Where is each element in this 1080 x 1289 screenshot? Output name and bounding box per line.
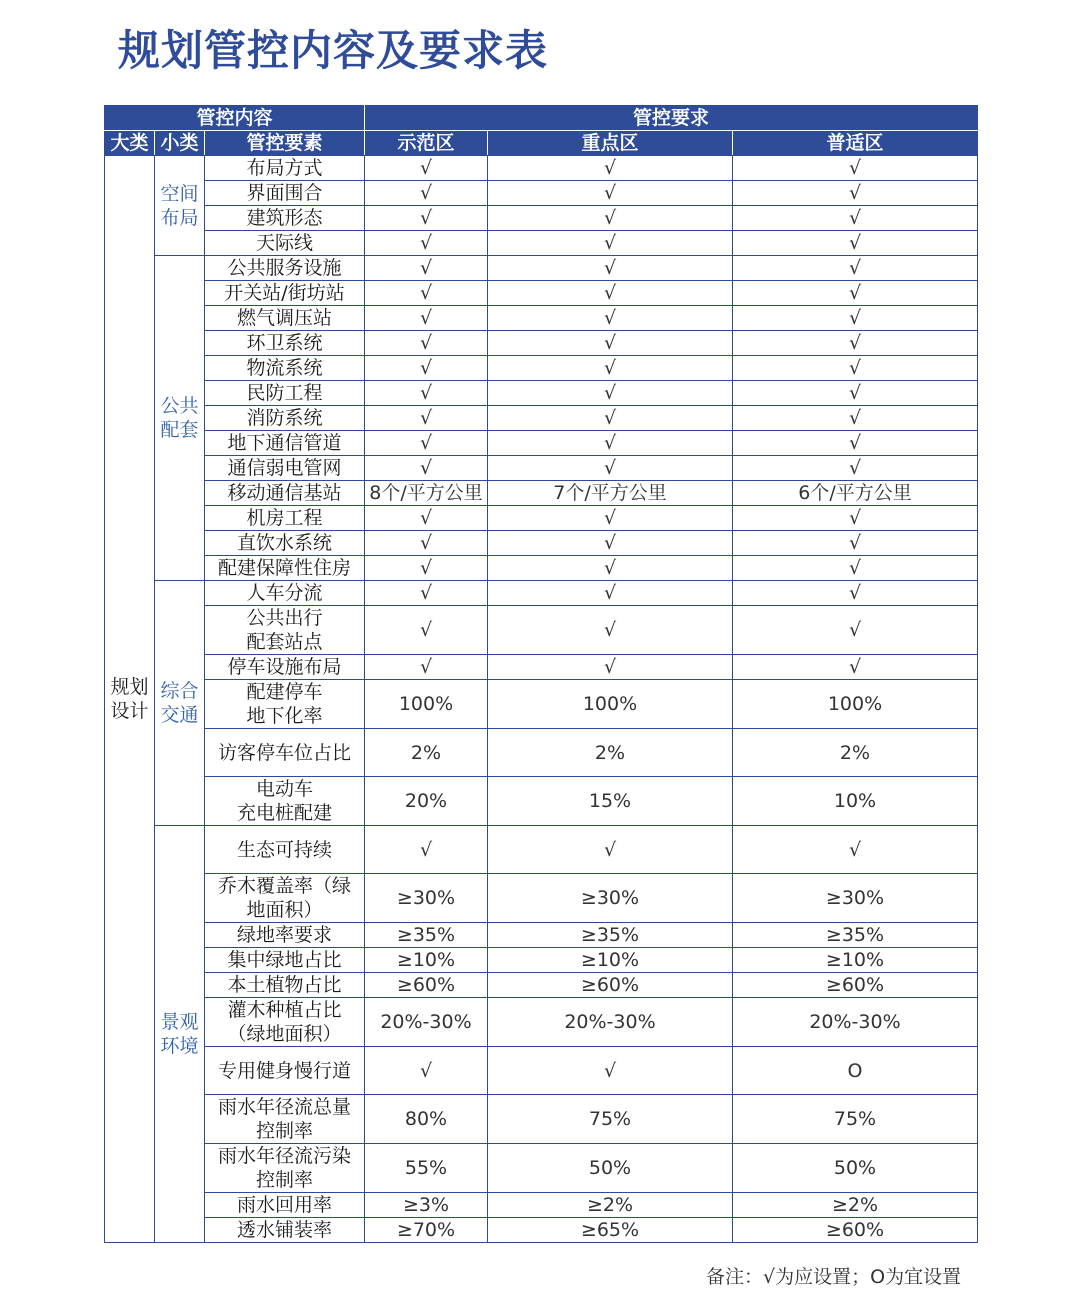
control-element-label: 直饮水系统	[236, 532, 332, 554]
control-element-label: 人车分流	[246, 582, 323, 604]
control-element-label: 绿地率要求	[236, 924, 332, 946]
major-category-label: 规划	[110, 676, 149, 698]
control-element-label: 机房工程	[246, 507, 323, 529]
key-zone-value: √	[488, 606, 733, 655]
control-element-label: 乔木覆盖率（绿	[217, 875, 351, 897]
demo-zone-value: √	[365, 331, 488, 356]
control-element-label: 物流系统	[246, 357, 323, 379]
control-element-label: 消防系统	[246, 407, 323, 429]
general-zone-value: √	[733, 826, 978, 874]
table-row	[105, 948, 978, 973]
major-category-cell	[105, 156, 155, 1243]
control-element-label: 充电桩配建	[236, 802, 332, 824]
general-zone-value: √	[733, 256, 978, 281]
table-row	[105, 331, 978, 356]
general-zone-value: √	[733, 456, 978, 481]
table-row	[105, 1144, 978, 1193]
key-zone-value: √	[488, 531, 733, 556]
demo-zone-value: 8个/平方公里	[365, 481, 488, 506]
control-element-label: 移动通信基站	[227, 482, 342, 504]
table-row	[105, 874, 978, 923]
key-zone-value: ≥65%	[488, 1218, 733, 1243]
demo-zone-value: √	[365, 406, 488, 431]
control-element-cell	[205, 431, 365, 456]
control-element-label: 天际线	[255, 232, 313, 254]
table-row	[105, 1193, 978, 1218]
control-element-label: 地下通信管道	[227, 432, 342, 454]
key-zone-value: 75%	[488, 1095, 733, 1144]
general-zone-value: √	[733, 606, 978, 655]
minor-category-label: 景观	[160, 1011, 199, 1033]
demo-zone-value: √	[365, 156, 488, 181]
general-zone-value: √	[733, 556, 978, 581]
general-zone-value: √	[733, 181, 978, 206]
header-general-zone: 普适区	[733, 131, 978, 156]
key-zone-value: √	[488, 826, 733, 874]
control-element-label: 灌木种植占比	[227, 999, 342, 1021]
key-zone-value: 20%-30%	[488, 998, 733, 1047]
table-row	[105, 998, 978, 1047]
general-zone-value: 100%	[733, 680, 978, 729]
minor-category-cell	[155, 156, 205, 256]
control-element-cell	[205, 206, 365, 231]
control-element-cell	[205, 1218, 365, 1243]
control-element-label: 雨水回用率	[236, 1194, 332, 1216]
control-element-cell	[205, 556, 365, 581]
demo-zone-value: √	[365, 826, 488, 874]
table-row	[105, 381, 978, 406]
footnote: 备注：√为应设置；O为宜设置	[706, 1266, 962, 1288]
general-zone-value: √	[733, 306, 978, 331]
control-element-label: 控制率	[255, 1169, 313, 1191]
general-zone-value: √	[733, 381, 978, 406]
control-element-label: 配套站点	[246, 631, 323, 653]
page-title: 规划管控内容及要求表	[118, 26, 549, 75]
demo-zone-value: √	[365, 381, 488, 406]
minor-category-label: 配套	[160, 419, 199, 441]
control-element-label: 布局方式	[246, 157, 323, 179]
demo-zone-value: 80%	[365, 1095, 488, 1144]
demo-zone-value: √	[365, 231, 488, 256]
general-zone-value: √	[733, 531, 978, 556]
control-element-cell	[205, 826, 365, 874]
minor-category-label: 综合	[160, 680, 199, 702]
control-element-cell	[205, 256, 365, 281]
general-zone-value: √	[733, 156, 978, 181]
control-element-cell	[205, 948, 365, 973]
control-element-cell	[205, 306, 365, 331]
key-zone-value: 50%	[488, 1144, 733, 1193]
table-row	[105, 1095, 978, 1144]
demo-zone-value: √	[365, 431, 488, 456]
table-row	[105, 281, 978, 306]
demo-zone-value: ≥30%	[365, 874, 488, 923]
control-element-label: 电动车	[255, 778, 313, 800]
table-row	[105, 456, 978, 481]
control-element-label: 通信弱电管网	[227, 457, 342, 479]
control-element-cell	[205, 1193, 365, 1218]
key-zone-value: √	[488, 655, 733, 680]
demo-zone-value: √	[365, 356, 488, 381]
demo-zone-value: √	[365, 181, 488, 206]
control-element-label: 雨水年径流总量	[217, 1096, 351, 1118]
demo-zone-value: 100%	[365, 680, 488, 729]
key-zone-value: ≥35%	[488, 923, 733, 948]
control-element-cell	[205, 356, 365, 381]
table-row	[105, 680, 978, 729]
table-row	[105, 256, 978, 281]
key-zone-value: √	[488, 581, 733, 606]
control-element-label: 专用健身慢行道	[217, 1059, 351, 1082]
demo-zone-value: √	[365, 655, 488, 680]
demo-zone-value: 20%-30%	[365, 998, 488, 1047]
control-element-cell	[205, 406, 365, 431]
control-element-label: 建筑形态	[246, 207, 323, 229]
control-element-cell	[205, 729, 365, 777]
key-zone-value: 100%	[488, 680, 733, 729]
control-element-cell	[205, 655, 365, 680]
key-zone-value: √	[488, 406, 733, 431]
general-zone-value: 2%	[733, 729, 978, 777]
table-row	[105, 406, 978, 431]
table-body	[105, 156, 978, 1243]
header-major-category: 大类	[105, 131, 155, 156]
control-element-cell	[205, 381, 365, 406]
key-zone-value: √	[488, 556, 733, 581]
control-element-label: 配建停车	[246, 681, 323, 703]
general-zone-value: √	[733, 281, 978, 306]
minor-category-label: 布局	[160, 206, 199, 229]
general-zone-value: ≥10%	[733, 948, 978, 973]
control-element-label: 配建保障性住房	[217, 557, 351, 579]
control-element-cell	[205, 281, 365, 306]
general-zone-value: √	[733, 231, 978, 256]
general-zone-value: O	[733, 1047, 978, 1095]
table-row	[105, 431, 978, 456]
table-row	[105, 655, 978, 680]
demo-zone-value: √	[365, 306, 488, 331]
key-zone-value: ≥30%	[488, 874, 733, 923]
demo-zone-value: √	[365, 531, 488, 556]
control-element-cell	[205, 680, 365, 729]
minor-category-cell	[155, 826, 205, 1243]
control-element-cell	[205, 1095, 365, 1144]
control-element-cell	[205, 998, 365, 1047]
key-zone-value: √	[488, 306, 733, 331]
demo-zone-value: ≥70%	[365, 1218, 488, 1243]
table-row	[105, 156, 978, 181]
table-row	[105, 606, 978, 655]
table-row	[105, 181, 978, 206]
control-element-cell	[205, 581, 365, 606]
control-requirements-table	[104, 105, 978, 1243]
control-element-cell	[205, 481, 365, 506]
demo-zone-value: √	[365, 456, 488, 481]
control-element-label: 界面围合	[246, 182, 323, 204]
table-row	[105, 506, 978, 531]
control-element-label: 环卫系统	[246, 332, 323, 354]
table-row	[105, 206, 978, 231]
table-row	[105, 777, 978, 826]
general-zone-value: ≥60%	[733, 1218, 978, 1243]
key-zone-value: √	[488, 381, 733, 406]
key-zone-value: ≥2%	[488, 1193, 733, 1218]
minor-category-label: 交通	[160, 704, 199, 726]
demo-zone-value: ≥10%	[365, 948, 488, 973]
key-zone-value: ≥10%	[488, 948, 733, 973]
minor-category-label: 环境	[160, 1035, 199, 1057]
key-zone-value: √	[488, 181, 733, 206]
control-element-label: 集中绿地占比	[227, 949, 342, 971]
control-element-cell	[205, 874, 365, 923]
control-element-label: 公共出行	[246, 607, 323, 629]
control-element-label: 访客停车位占比	[217, 741, 351, 764]
major-category-label: 设计	[110, 700, 149, 722]
key-zone-value: √	[488, 231, 733, 256]
demo-zone-value: ≥60%	[365, 973, 488, 998]
control-element-cell	[205, 331, 365, 356]
demo-zone-value: ≥35%	[365, 923, 488, 948]
general-zone-value: ≥2%	[733, 1193, 978, 1218]
control-element-cell	[205, 777, 365, 826]
general-zone-value: 20%-30%	[733, 998, 978, 1047]
demo-zone-value: 2%	[365, 729, 488, 777]
general-zone-value: ≥60%	[733, 973, 978, 998]
general-zone-value: √	[733, 406, 978, 431]
control-element-cell	[205, 231, 365, 256]
header-minor-category: 小类	[155, 131, 205, 156]
key-zone-value: √	[488, 281, 733, 306]
demo-zone-value: 20%	[365, 777, 488, 826]
key-zone-value: √	[488, 356, 733, 381]
control-element-label: 开关站/街坊站	[224, 282, 345, 304]
key-zone-value: √	[488, 206, 733, 231]
general-zone-value: √	[733, 431, 978, 456]
table-row	[105, 973, 978, 998]
table-row	[105, 531, 978, 556]
key-zone-value: √	[488, 506, 733, 531]
key-zone-value: ≥60%	[488, 973, 733, 998]
control-element-label: 民防工程	[246, 382, 323, 404]
general-zone-value: √	[733, 581, 978, 606]
control-element-cell	[205, 156, 365, 181]
general-zone-value: 50%	[733, 1144, 978, 1193]
key-zone-value: √	[488, 156, 733, 181]
demo-zone-value: ≥3%	[365, 1193, 488, 1218]
demo-zone-value: √	[365, 206, 488, 231]
general-zone-value: ≥30%	[733, 874, 978, 923]
table-row	[105, 826, 978, 874]
general-zone-value: 10%	[733, 777, 978, 826]
table-row	[105, 729, 978, 777]
control-element-cell	[205, 531, 365, 556]
table-row	[105, 231, 978, 256]
key-zone-value: 15%	[488, 777, 733, 826]
key-zone-value: √	[488, 456, 733, 481]
table-row	[105, 923, 978, 948]
control-element-label: 本土植物占比	[227, 974, 342, 996]
key-zone-value: 2%	[488, 729, 733, 777]
control-element-label: 地下化率	[246, 705, 323, 727]
header-group-content: 管控内容	[105, 106, 365, 131]
key-zone-value: 7个/平方公里	[488, 481, 733, 506]
control-element-cell	[205, 973, 365, 998]
control-element-label: 地面积）	[246, 899, 323, 921]
table-row	[105, 581, 978, 606]
demo-zone-value: √	[365, 506, 488, 531]
control-element-label: 透水铺装率	[236, 1219, 332, 1241]
demo-zone-value: √	[365, 281, 488, 306]
control-element-cell	[205, 1047, 365, 1095]
header-key-zone: 重点区	[488, 131, 733, 156]
control-element-label: 生态可持续	[236, 838, 332, 861]
general-zone-value: √	[733, 331, 978, 356]
general-zone-value: √	[733, 206, 978, 231]
key-zone-value: √	[488, 431, 733, 456]
control-element-label: 停车设施布局	[227, 656, 342, 678]
general-zone-value: √	[733, 655, 978, 680]
header-group-requirements: 管控要求	[365, 106, 978, 131]
control-element-cell	[205, 923, 365, 948]
table-row	[105, 306, 978, 331]
demo-zone-value: √	[365, 1047, 488, 1095]
demo-zone-value: √	[365, 256, 488, 281]
control-element-label: 控制率	[255, 1120, 313, 1142]
minor-category-label: 公共	[160, 395, 199, 417]
key-zone-value: √	[488, 331, 733, 356]
general-zone-value: 75%	[733, 1095, 978, 1144]
table-row	[105, 1047, 978, 1095]
general-zone-value: √	[733, 356, 978, 381]
control-element-label: （绿地面积）	[227, 1023, 342, 1045]
key-zone-value: √	[488, 1047, 733, 1095]
demo-zone-value: 55%	[365, 1144, 488, 1193]
control-element-label: 燃气调压站	[236, 307, 332, 329]
general-zone-value: √	[733, 506, 978, 531]
control-element-label: 公共服务设施	[227, 257, 342, 279]
table-row	[105, 556, 978, 581]
demo-zone-value: √	[365, 556, 488, 581]
minor-category-cell	[155, 256, 205, 581]
minor-category-cell	[155, 581, 205, 826]
demo-zone-value: √	[365, 606, 488, 655]
control-element-cell	[205, 1144, 365, 1193]
minor-category-label: 空间	[160, 182, 199, 205]
general-zone-value: ≥35%	[733, 923, 978, 948]
general-zone-value: 6个/平方公里	[733, 481, 978, 506]
key-zone-value: √	[488, 256, 733, 281]
control-element-cell	[205, 506, 365, 531]
demo-zone-value: √	[365, 581, 488, 606]
header-demo-zone: 示范区	[365, 131, 488, 156]
control-element-cell	[205, 456, 365, 481]
table-row	[105, 1218, 978, 1243]
control-element-label: 雨水年径流污染	[217, 1145, 351, 1167]
table-row	[105, 481, 978, 506]
control-element-cell	[205, 181, 365, 206]
table-row	[105, 356, 978, 381]
control-element-cell	[205, 606, 365, 655]
header-control-element: 管控要素	[205, 131, 365, 156]
